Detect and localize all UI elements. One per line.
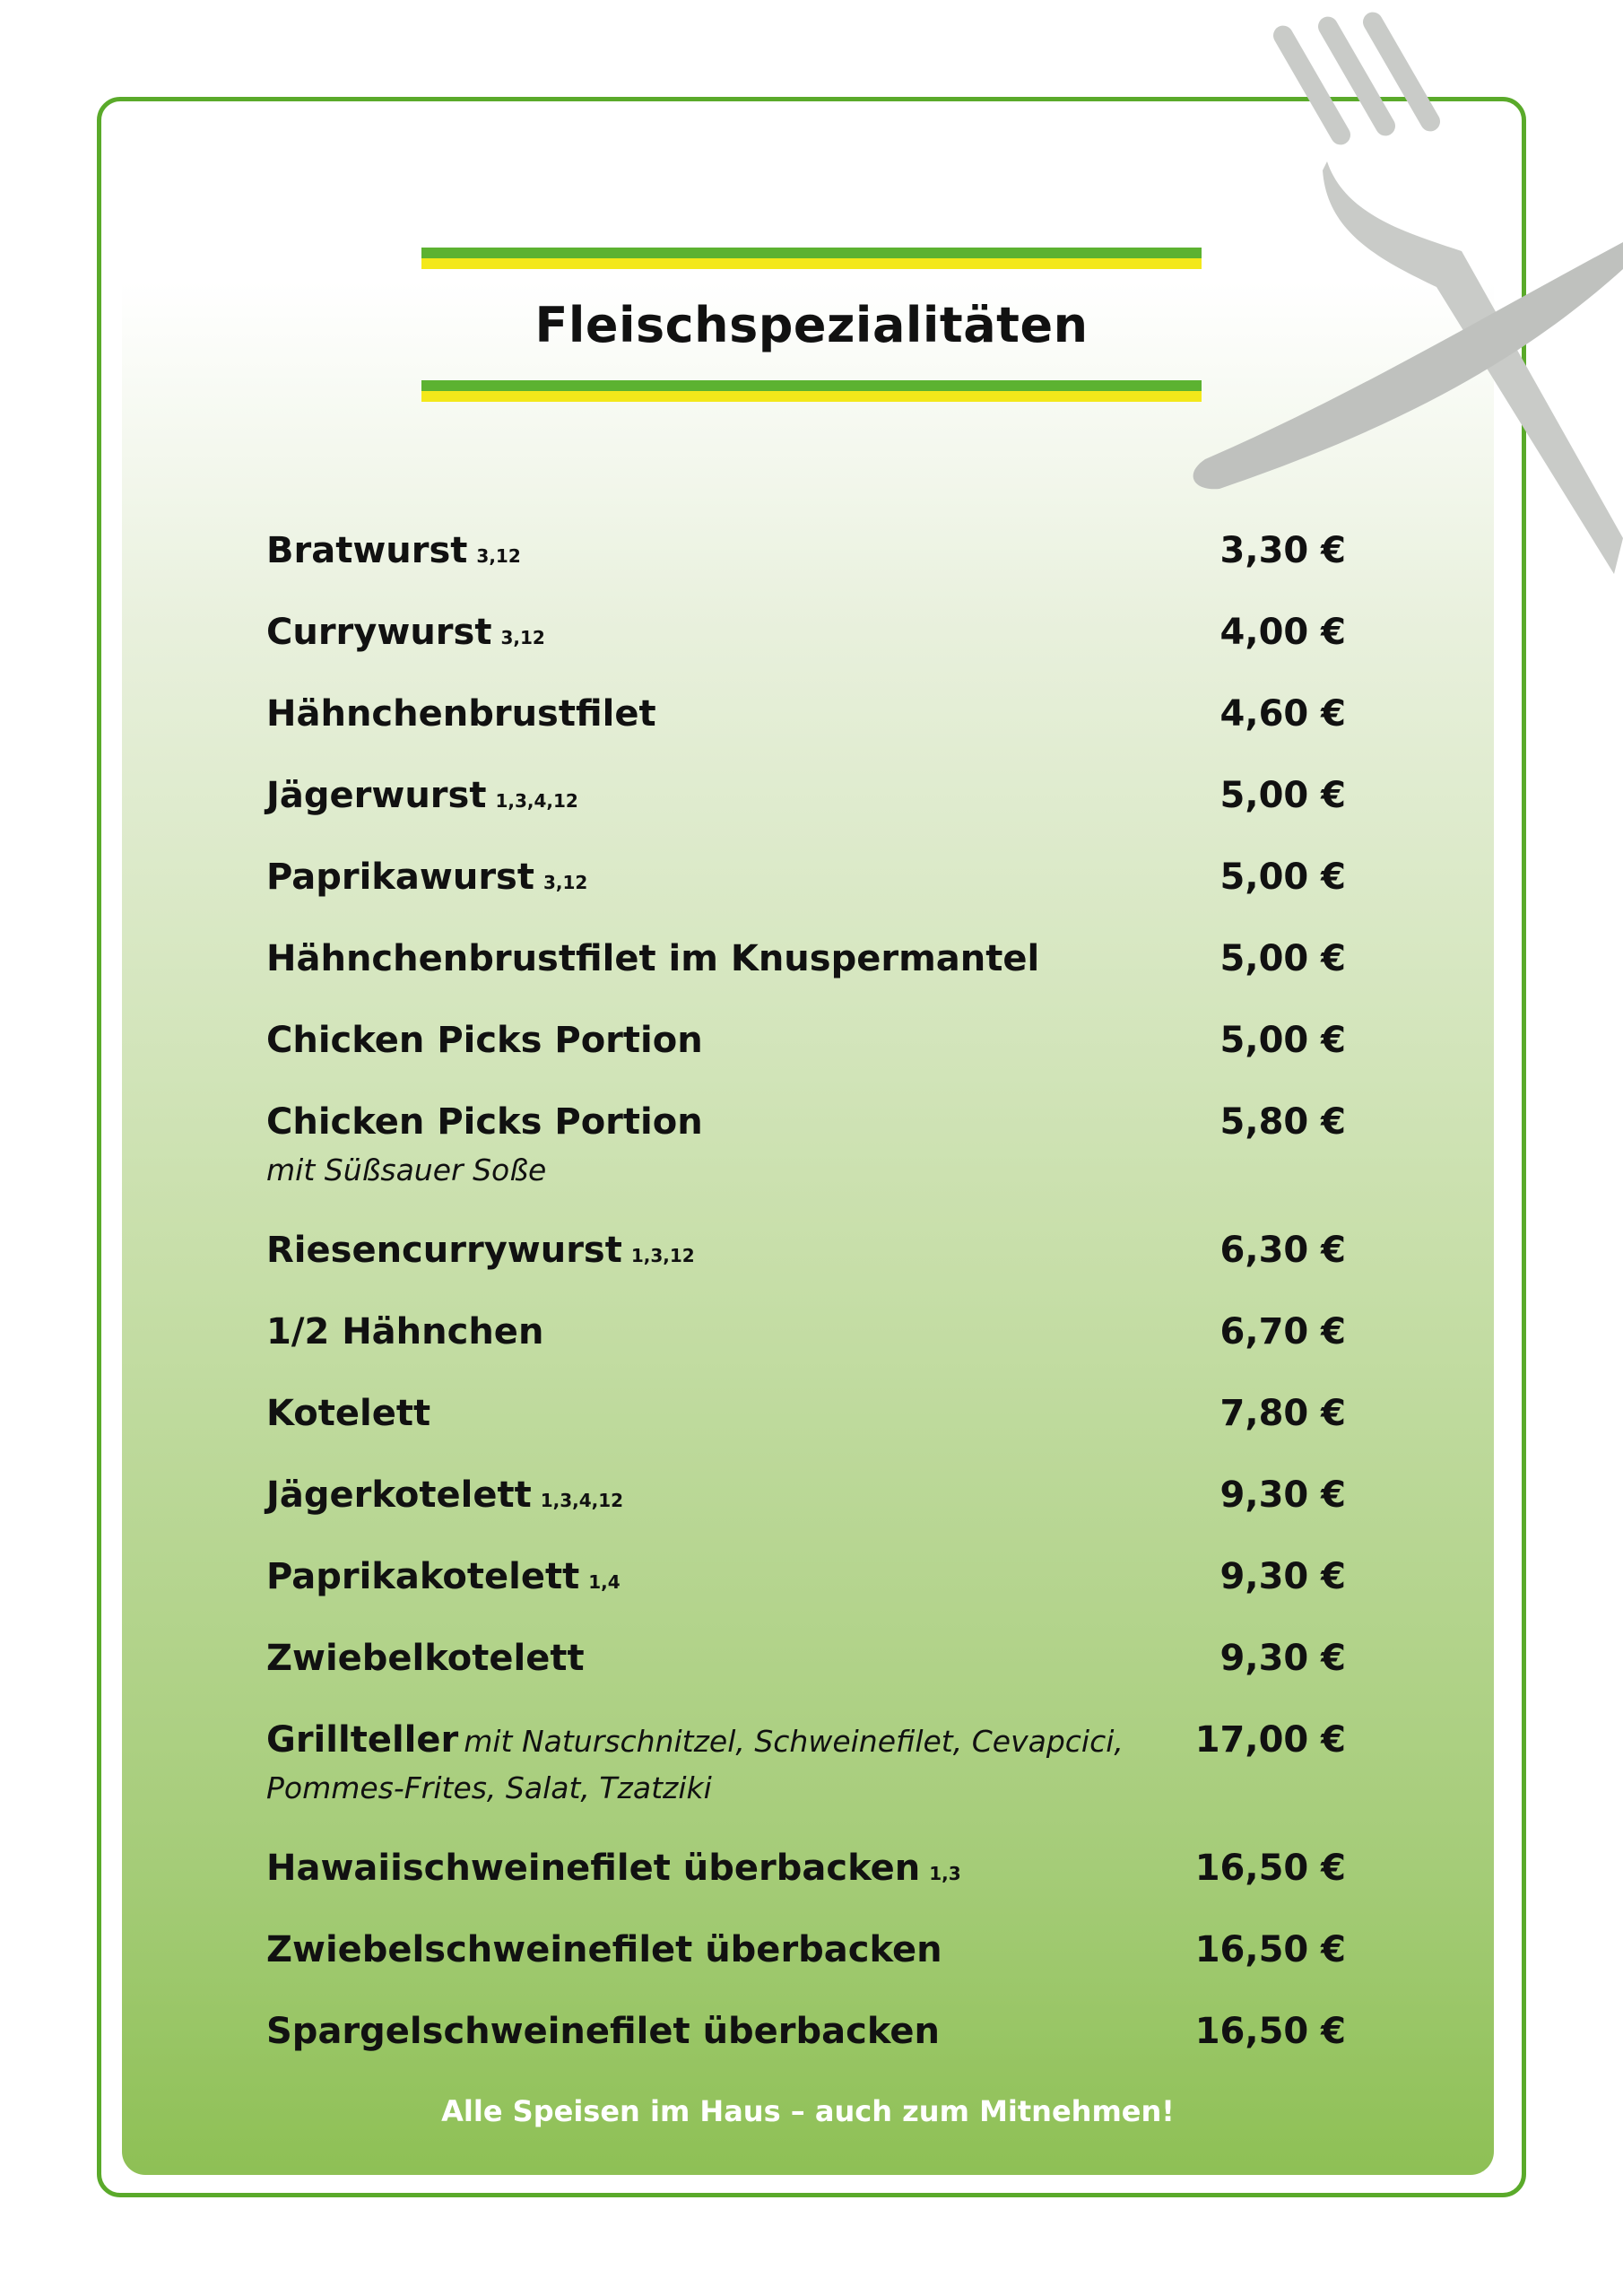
menu-item-price: 9,30 € [1219,1474,1346,1516]
menu-item-price: 9,30 € [1219,1638,1346,1679]
menu-item-allergens: 1,3 [929,1863,961,1884]
menu-item-price: 6,70 € [1219,1311,1346,1352]
title-stripe-bottom [421,380,1202,402]
menu-item-description-inline: mit Naturschnitzel, Schweinefilet, Cevapcici, [464,1724,1124,1759]
menu-item-price: 5,00 € [1219,857,1346,898]
menu-item-price: 16,50 € [1194,1929,1346,1970]
menu-item-price: 5,80 € [1219,1101,1346,1143]
menu-item [266,1225,1346,1275]
menu-item-name: Hähnchenbrustfilet [266,693,656,735]
menu-item [266,1843,1346,1893]
menu-item-name: Kotelett [266,1393,431,1434]
menu-item [266,1925,1346,1975]
menu-item-price: 9,30 € [1219,1556,1346,1597]
menu-item-allergens: 3,12 [476,545,521,567]
menu-item-allergens: 1,4 [588,1571,621,1593]
menu-item-name: Chicken Picks Portion [266,1101,703,1143]
menu-item-name: Jägerkotelett [266,1474,532,1516]
menu-list [266,526,1346,2088]
menu-item [266,689,1346,739]
menu-item-price: 5,00 € [1219,1020,1346,1061]
menu-item-price: 16,50 € [1194,1848,1346,1889]
fork-knife-icon [1193,0,1623,574]
menu-item-name: Chicken Picks Portion [266,1020,703,1061]
menu-item-allergens: 1,3,4,12 [540,1490,624,1511]
menu-item-price: 4,60 € [1219,693,1346,735]
menu-item-price: 6,30 € [1219,1230,1346,1271]
menu-item-price: 7,80 € [1219,1393,1346,1434]
menu-item [266,526,1346,576]
page-title: Fleischspezialitäten [534,297,1089,353]
menu-item-allergens: 1,3,12 [630,1245,695,1266]
menu-item [266,1388,1346,1439]
title-stripe-top [421,248,1202,269]
menu-item-price: 16,50 € [1194,2011,1346,2052]
menu-item [266,607,1346,657]
menu-item [266,2006,1346,2057]
menu-item-price: 5,00 € [1219,775,1346,816]
menu-item-allergens: 1,3,4,12 [495,790,578,812]
menu-item [266,1715,1346,1812]
menu-item [266,1552,1346,1602]
menu-item-description: mit Süßsauer Soße [266,1152,547,1187]
menu-item-price: 4,00 € [1219,612,1346,653]
menu-item [266,770,1346,821]
menu-item-allergens: 3,12 [542,872,588,893]
menu-item [266,1097,1346,1194]
menu-item-name: Bratwurst [266,530,468,571]
menu-item [266,852,1346,902]
menu-item-name: Zwiebelschweinefilet überbacken [266,1929,942,1970]
menu-item-allergens: 3,12 [500,627,545,648]
menu-item [266,1633,1346,1683]
title-block [421,248,1202,402]
menu-item-name: Spargelschweinefilet überbacken [266,2011,940,2052]
menu-item [266,934,1346,984]
footer-note: Alle Speisen im Haus – auch zum Mitnehmen! [441,2094,1175,2128]
menu-item-name: Hawaiischweinefilet überbacken [266,1848,921,1889]
menu-item-price: 17,00 € [1194,1719,1346,1761]
menu-item [266,1015,1346,1065]
menu-item-name: Paprikakotelett [266,1556,580,1597]
menu-item-description: Pommes-Frites, Salat, Tzatziki [266,1770,712,1805]
menu-item [266,1470,1346,1520]
menu-item-name: Currywurst [266,612,492,653]
menu-item-name: Zwiebelkotelett [266,1638,585,1679]
menu-item-name: Paprikawurst [266,857,534,898]
menu-item-name: Grillteller [266,1719,459,1761]
menu-item-name: Riesencurrywurst [266,1230,622,1271]
menu-item-price: 5,00 € [1219,938,1346,979]
menu-item-price: 3,30 € [1219,530,1346,571]
menu-item [266,1307,1346,1357]
menu-item-name: Jägerwurst [266,775,487,816]
menu-item-name: 1/2 Hähnchen [266,1311,544,1352]
menu-item-name: Hähnchenbrustfilet im Knuspermantel [266,938,1040,979]
